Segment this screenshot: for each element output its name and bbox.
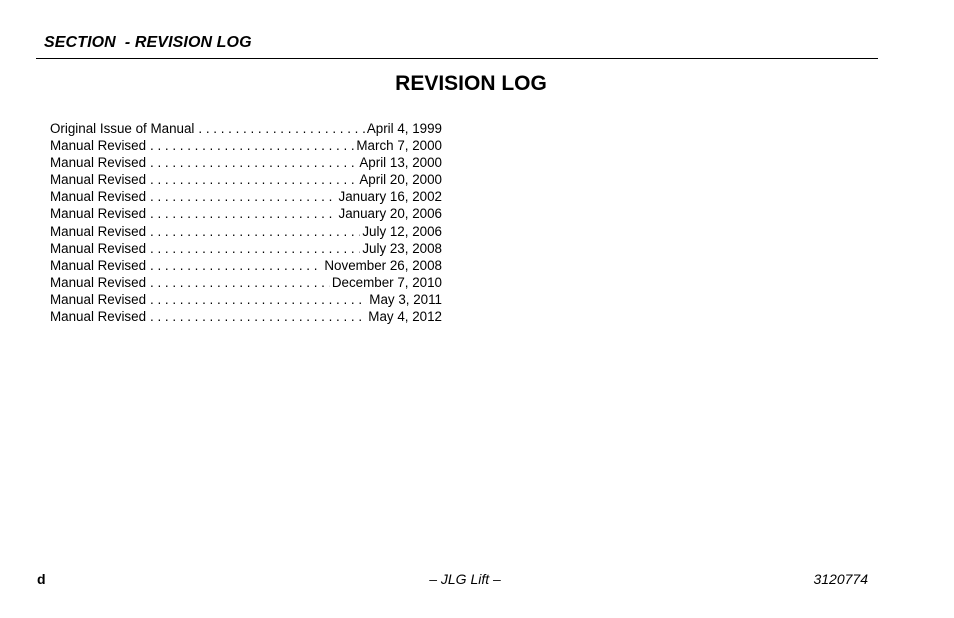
revision-row bbox=[50, 171, 442, 188]
revision-row bbox=[50, 205, 442, 222]
revision-date: January 16, 2002 bbox=[338, 189, 442, 205]
revision-row bbox=[50, 154, 442, 171]
dot-leader bbox=[150, 188, 336, 205]
revision-description: Manual Revised bbox=[50, 274, 147, 290]
dot-leader bbox=[150, 240, 360, 257]
dot-leader bbox=[150, 154, 357, 171]
footer-doc-number: 3120774 bbox=[813, 571, 868, 587]
revision-row bbox=[50, 240, 442, 257]
footer-center-text: – JLG Lift – bbox=[429, 571, 501, 587]
revision-description: Manual Revised bbox=[50, 189, 147, 205]
dot-leader bbox=[150, 291, 367, 308]
revision-date: April 20, 2000 bbox=[359, 172, 442, 188]
dot-leader bbox=[150, 274, 330, 291]
revision-date: July 12, 2006 bbox=[362, 223, 442, 239]
revision-date: January 20, 2006 bbox=[338, 206, 442, 222]
dot-leader bbox=[150, 205, 336, 222]
revision-date: July 23, 2008 bbox=[362, 240, 442, 256]
dot-leader bbox=[150, 137, 354, 154]
dot-leader bbox=[150, 171, 357, 188]
dot-leader bbox=[198, 120, 364, 137]
revision-description: Manual Revised bbox=[50, 155, 147, 171]
revision-log-table bbox=[50, 120, 442, 325]
revision-description: Manual Revised bbox=[50, 206, 147, 222]
dot-leader bbox=[150, 257, 322, 274]
revision-description: Manual Revised bbox=[50, 223, 147, 239]
revision-description: Manual Revised bbox=[50, 257, 147, 273]
revision-row bbox=[50, 223, 442, 240]
dot-leader bbox=[150, 308, 366, 325]
revision-row bbox=[50, 188, 442, 205]
revision-row bbox=[50, 274, 442, 291]
revision-date: April 13, 2000 bbox=[359, 155, 442, 171]
revision-description: Manual Revised bbox=[50, 240, 147, 256]
page-title: REVISION LOG bbox=[395, 72, 547, 95]
footer-page-label: d bbox=[37, 571, 46, 587]
section-header: SECTION - REVISION LOG bbox=[44, 34, 252, 51]
revision-description: Manual Revised bbox=[50, 138, 147, 154]
revision-description: Manual Revised bbox=[50, 309, 147, 325]
revision-date: November 26, 2008 bbox=[324, 257, 442, 273]
revision-description: Manual Revised bbox=[50, 172, 147, 188]
revision-date: April 4, 1999 bbox=[366, 121, 442, 136]
revision-date: December 7, 2010 bbox=[331, 274, 442, 290]
revision-description: Manual Revised bbox=[50, 291, 147, 307]
revision-row bbox=[50, 291, 442, 308]
revision-row bbox=[50, 308, 442, 325]
dot-leader bbox=[150, 223, 360, 240]
revision-row bbox=[50, 257, 442, 274]
revision-date: March 7, 2000 bbox=[356, 138, 442, 154]
header-rule bbox=[36, 58, 878, 59]
revision-row bbox=[50, 137, 442, 154]
revision-date: May 3, 2011 bbox=[369, 291, 442, 307]
revision-date: May 4, 2012 bbox=[368, 309, 442, 325]
revision-description: Original Issue of Manual bbox=[50, 121, 195, 136]
revision-row bbox=[50, 120, 442, 137]
